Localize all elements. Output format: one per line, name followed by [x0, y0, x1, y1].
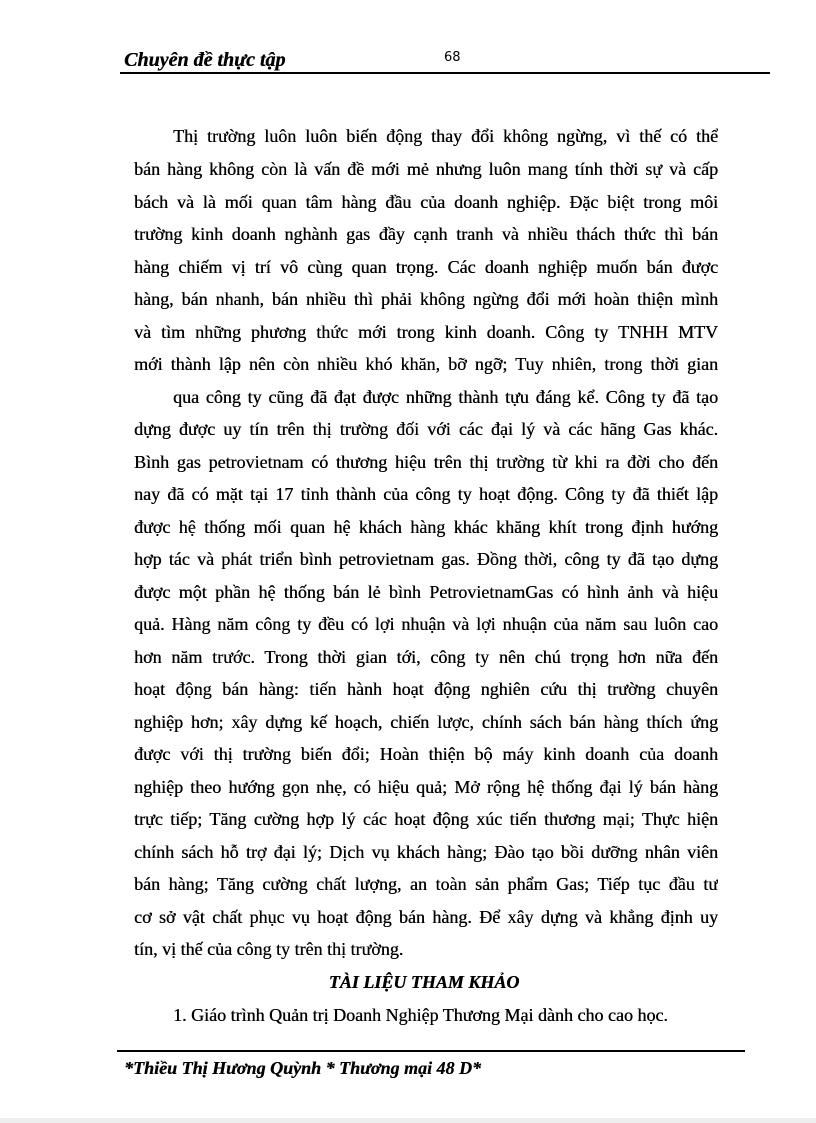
paragraph-line: được hệ thống mối quan hệ khách hàng khác khăng khít trong định hướng — [134, 517, 718, 537]
paragraph-line: nghiệp theo hướng gọn nhẹ, có hiệu quả; Mở rộng hệ thống đại lý bán hàng — [134, 777, 718, 797]
paragraph-line: bán hàng không còn là vấn đề mới mẻ nhưng luôn mang tính thời sự và cấp — [134, 159, 718, 179]
paragraph-line: trường kinh doanh nghành gas đầy cạnh tranh và nhiều thách thức thì bán — [134, 224, 718, 244]
page-number: 68 — [444, 50, 461, 65]
paragraph-line: quả. Hàng năm công ty đều có lợi nhuận và lợi nhuận của năm sau luôn cao — [134, 614, 718, 634]
header-rule — [120, 72, 770, 74]
paragraph-line: Bình gas petrovietnam có thương hiệu trên thị trường từ khi ra đời cho đến — [134, 452, 718, 472]
paragraph-line: qua công ty cũng đã đạt được những thành tựu đáng kể. Công ty đã tạo — [173, 387, 718, 407]
paragraph-line: hàng, bán nhanh, bán nhiều thì phải không ngừng đổi mới hoàn thiện mình — [134, 289, 718, 309]
paragraph-line: tín, vị thế của công ty trên thị trường. — [134, 939, 404, 959]
paragraph-line: hoạt động bán hàng: tiến hành hoạt động nghiên cứu thị trường chuyên — [134, 679, 718, 699]
footer-text: *Thiều Thị Hương Quỳnh * Thương mại 48 D* — [124, 1058, 481, 1078]
references-heading: TÀI LIỆU THAM KHẢO — [328, 972, 520, 992]
paragraph-line: được với thị trường biến đổi; Hoàn thiện bộ máy kinh doanh của doanh — [134, 744, 718, 764]
paragraph-line: dựng được uy tín trên thị trường đối với các đại lý và các hãng Gas khác. — [134, 419, 718, 439]
paragraph-line: bách và là mối quan tâm hàng đầu của doanh nghiệp. Đặc biệt trong môi — [134, 192, 718, 212]
paragraph-line: chính sách hỗ trợ đại lý; Dịch vụ khách hàng; Đào tạo bồi dưỡng nhân viên — [134, 842, 718, 862]
paragraph-line: hơn năm trước. Trong thời gian tới, công ty nên chú trọng hơn nữa đến — [134, 647, 718, 667]
footer-rule — [117, 1050, 745, 1052]
paragraph-line: được một phần hệ thống bán lẻ bình PetrovietnamGas có hình ảnh và hiệu — [134, 582, 718, 602]
paragraph-line: nay đã có mặt tại 17 tỉnh thành của công ty hoạt động. Công ty đã thiết lập — [134, 484, 718, 504]
paragraph-line: trực tiếp; Tăng cường hợp lý các hoạt động xúc tiến thương mại; Thực hiện — [134, 809, 718, 829]
paragraph-line: và tìm những phương thức mới trong kinh doanh. Công ty TNHH MTV — [134, 322, 718, 342]
header-title: Chuyên đề thực tập — [124, 49, 286, 71]
paragraph-line: hợp tác và phát triển bình petrovietnam gas. Đồng thời, công ty đã tạo dựng — [134, 549, 718, 569]
paragraph-line: hàng chiếm vị trí vô cùng quan trọng. Các doanh nghiệp muốn bán được — [134, 257, 718, 277]
reference-item: 1. Giáo trình Quản trị Doanh Nghiệp Thương Mại dành cho cao học. — [173, 1005, 668, 1025]
paragraph-line: bán hàng; Tăng cường chất lượng, an toàn sản phẩm Gas; Tiếp tục đầu tư — [134, 874, 718, 894]
paragraph-line: Thị trường luôn luôn biến động thay đổi không ngừng, vì thế có thể — [173, 126, 718, 146]
paragraph-line: cơ sở vật chất phục vụ hoạt động bán hàng. Để xây dựng và khẳng định uy — [134, 907, 718, 927]
page-bottom-band — [0, 1118, 816, 1123]
paragraph-line: mới thành lập nên còn nhiều khó khăn, bỡ ngỡ; Tuy nhiên, trong thời gian — [134, 354, 718, 374]
paragraph-line: nghiệp hơn; xây dựng kế hoạch, chiến lược, chính sách bán hàng thích ứng — [134, 712, 718, 732]
